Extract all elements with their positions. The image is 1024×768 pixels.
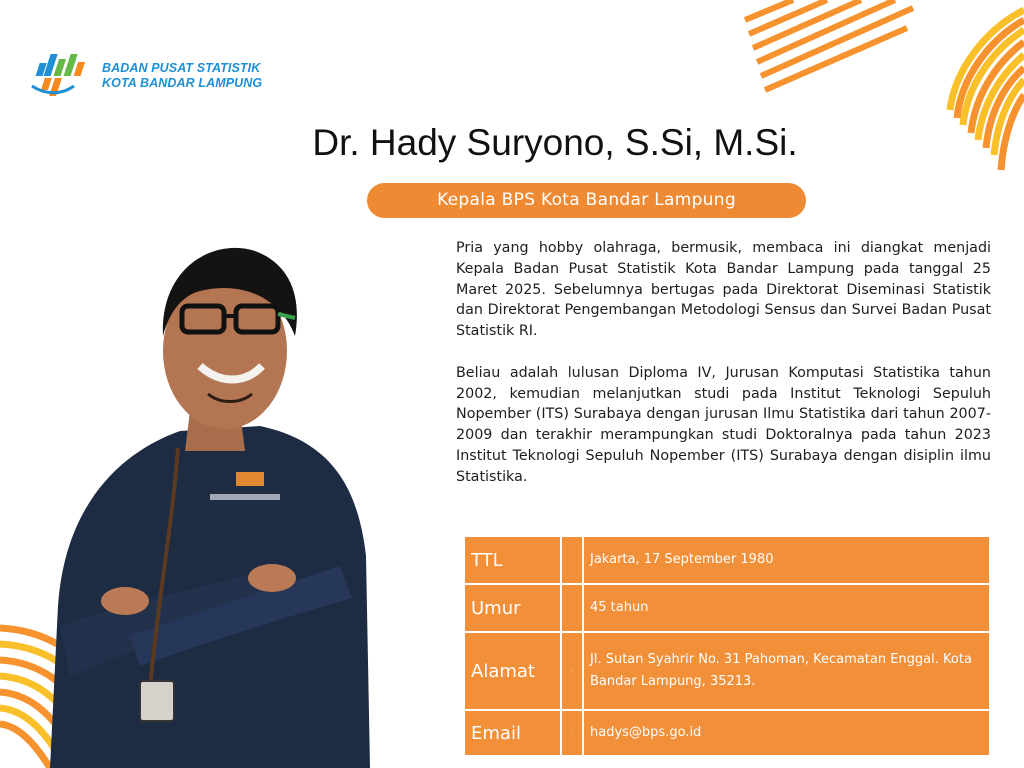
email-link[interactable]: hadys@bps.go.id — [583, 710, 990, 756]
info-separator: : — [561, 584, 583, 632]
org-name — [102, 61, 262, 91]
info-value: 45 tahun — [583, 584, 990, 632]
info-value: Jakarta, 17 September 1980 — [583, 536, 990, 584]
org-name-line2: KOTA BANDAR LAMPUNG — [102, 76, 263, 90]
bio-paragraph-1: Pria yang hobby olahraga, bermusik, membaca ini diangkat menjadi Kepala Badan Pusat Statistik Kota Bandar Lampung pada tanggal 25 Maret 2025. Sebelumnya bertugas pada Direktorat Diseminasi Statistik dan Direktorat Pengembangan Metodologi Sensus dan Survei Badan Pusat Statistik RI. — [456, 240, 991, 340]
role-badge: Kepala BPS Kota Bandar Lampung — [367, 183, 806, 218]
info-label: Umur — [464, 584, 561, 632]
info-separator: : — [561, 710, 583, 756]
table-row — [464, 632, 990, 710]
info-label: Email — [464, 710, 561, 756]
portrait-photo — [40, 226, 380, 768]
table-row — [464, 536, 990, 584]
info-label: TTL — [464, 536, 561, 584]
table-row — [464, 710, 990, 756]
bps-logo — [30, 50, 265, 102]
info-label: Alamat — [464, 632, 561, 710]
info-separator: : — [561, 536, 583, 584]
biography — [456, 238, 991, 508]
profile-info-table — [463, 535, 991, 757]
info-separator: : — [561, 632, 583, 710]
table-row — [464, 584, 990, 632]
bps-logo-icon — [30, 50, 96, 102]
org-name-line1: BADAN PUSAT STATISTIK — [102, 61, 261, 75]
info-value: Jl. Sutan Syahrir No. 31 Pahoman, Kecamatan Enggal. Kota Bandar Lampung, 35213. — [583, 632, 990, 710]
bio-paragraph-2: Beliau adalah lulusan Diploma IV, Jurusan Komputasi Statistika tahun 2002, kemudian melanjutkan studi pada Institut Teknologi Sepuluh Nopember (ITS) Surabaya dengan jurusan Ilmu Statistika dari tahun 2007-2009 dan terakhir merampungkan studi Doktoralnya pada tahun 2023 Institut Teknologi Sepuluh Nopember (ITS) Surabaya dengan disiplin ilmu Statistika. — [456, 364, 991, 485]
person-name: Dr. Hady Suryono, S.Si, M.Si. — [312, 122, 798, 163]
